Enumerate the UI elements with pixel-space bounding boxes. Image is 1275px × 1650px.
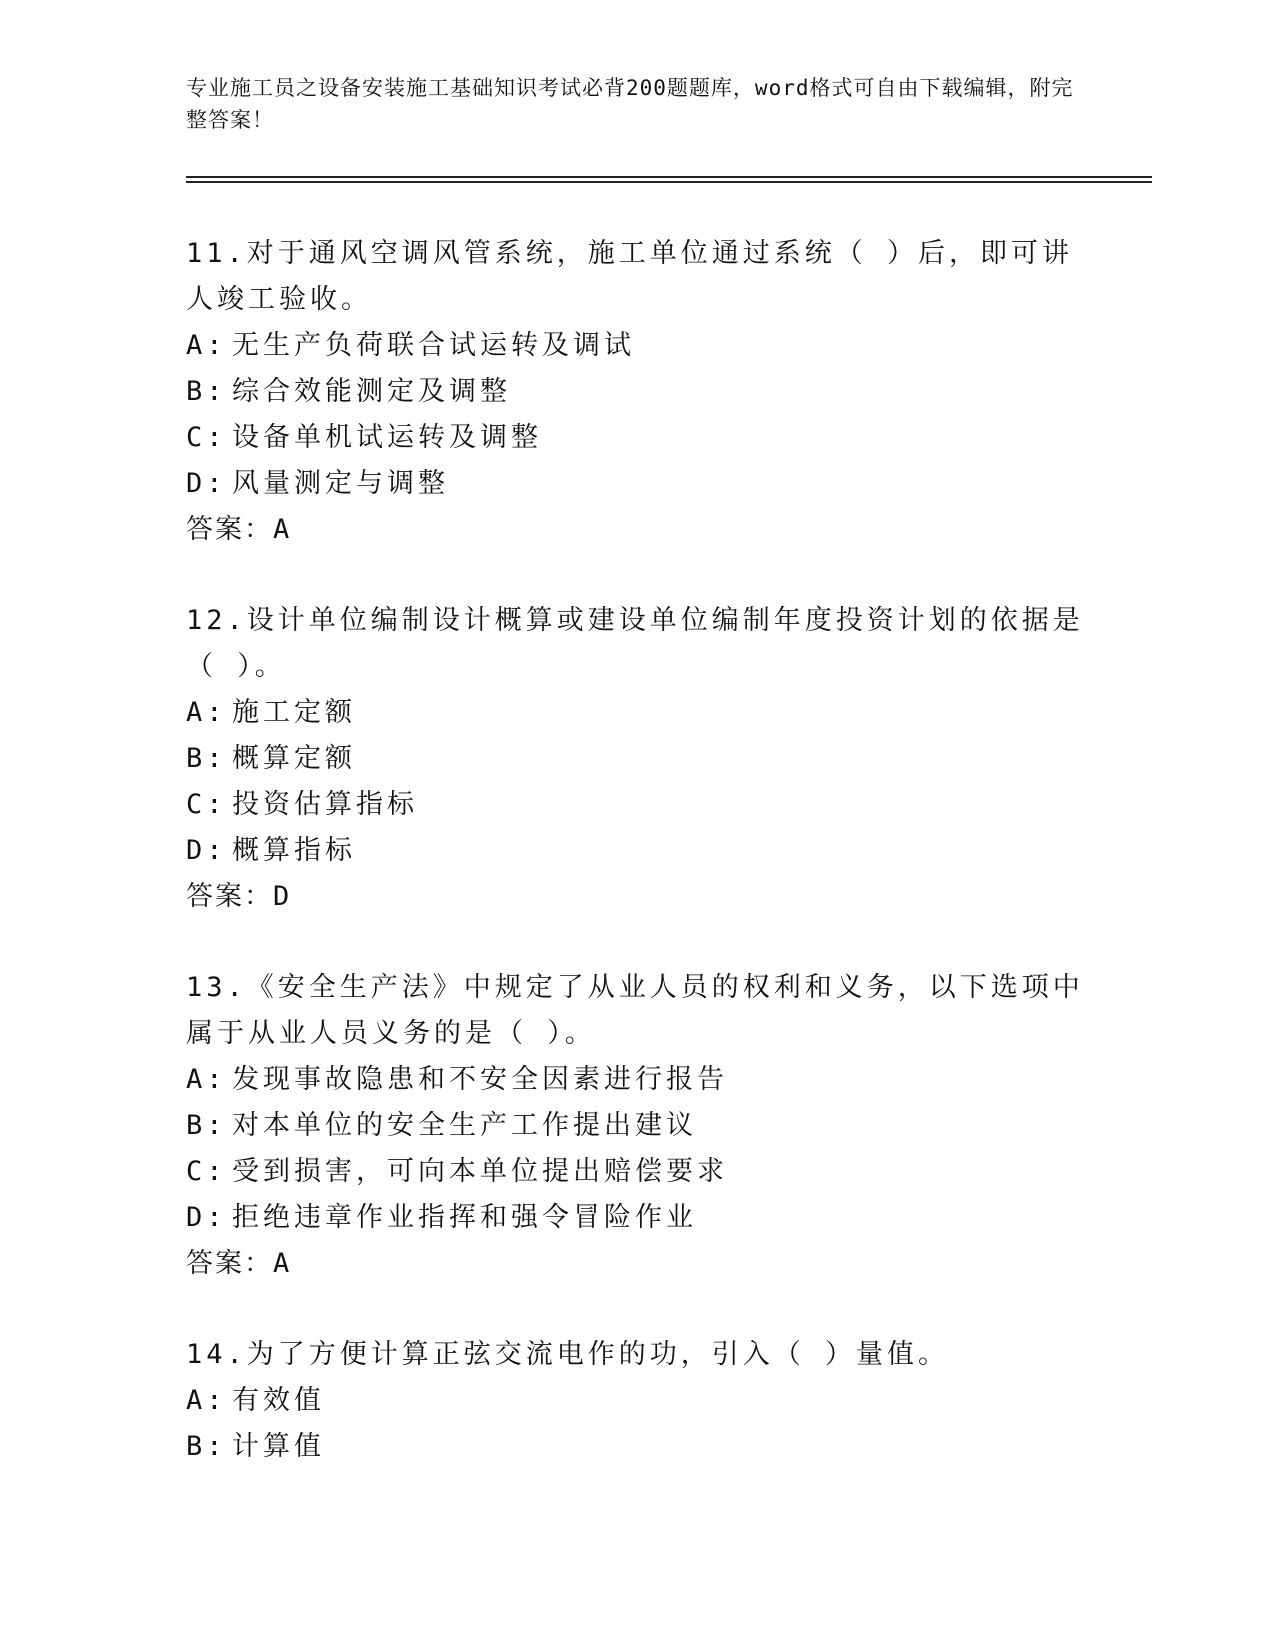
option-a: [186, 323, 1086, 369]
answer-value: A: [273, 1248, 294, 1279]
option-letter: B:: [186, 1431, 227, 1462]
option-text: 有效值: [232, 1385, 325, 1416]
answer-line: [186, 1241, 1086, 1287]
option-text: 受到损害，可向本单位提出赔偿要求: [232, 1156, 728, 1187]
option-letter: A:: [186, 330, 227, 361]
question-text: 13.《安全生产法》中规定了从业人员的权利和义务，以下选项中属于从业人员义务的是（ ）。: [186, 972, 1084, 1049]
question-list: [186, 231, 1086, 1515]
answer-line: [186, 874, 1086, 920]
option-d: [186, 828, 1086, 874]
question-11: [186, 231, 1086, 553]
option-text: 无生产负荷联合试运转及调试: [232, 330, 635, 361]
question-text: 14.为了方便计算正弦交流电作的功，引入（ ）量值。: [186, 1339, 950, 1370]
option-d: [186, 1195, 1086, 1241]
option-a: [186, 690, 1086, 736]
option-letter: B:: [186, 1110, 227, 1141]
option-text: 设备单机试运转及调整: [232, 422, 542, 453]
answer-line: [186, 507, 1086, 553]
option-letter: D:: [186, 835, 227, 866]
question-text: 12.设计单位编制设计概算或建设单位编制年度投资计划的依据是（ ）。: [186, 605, 1084, 682]
document-header: 专业施工员之设备安装施工基础知识考试必背200题题库，word格式可自由下载编辑，附完整答案！: [186, 76, 1074, 132]
option-text: 风量测定与调整: [232, 468, 449, 499]
option-a: [186, 1378, 1086, 1424]
option-letter: A:: [186, 1385, 227, 1416]
option-letter: B:: [186, 743, 227, 774]
answer-value: A: [273, 514, 294, 545]
option-letter: C:: [186, 422, 227, 453]
option-b: [186, 1424, 1086, 1470]
answer-label: 答案：: [186, 881, 273, 912]
header-divider-bottom: [186, 181, 1152, 183]
option-text: 对本单位的安全生产工作提出建议: [232, 1110, 697, 1141]
answer-label: 答案：: [186, 514, 273, 545]
question-13: [186, 965, 1086, 1287]
option-text: 综合效能测定及调整: [232, 376, 511, 407]
option-b: [186, 369, 1086, 415]
option-c: [186, 415, 1086, 461]
option-letter: C:: [186, 1156, 227, 1187]
option-text: 概算定额: [232, 743, 356, 774]
option-d: [186, 461, 1086, 507]
option-c: [186, 782, 1086, 828]
option-letter: A:: [186, 697, 227, 728]
option-text: 概算指标: [232, 835, 356, 866]
option-text: 施工定额: [232, 697, 356, 728]
question-14: [186, 1332, 1086, 1470]
option-c: [186, 1149, 1086, 1195]
option-letter: A:: [186, 1064, 227, 1095]
option-letter: B:: [186, 376, 227, 407]
header-divider-top: [186, 176, 1152, 178]
option-b: [186, 1103, 1086, 1149]
option-text: 拒绝违章作业指挥和强令冒险作业: [232, 1202, 697, 1233]
question-12: [186, 598, 1086, 920]
option-text: 计算值: [232, 1431, 325, 1462]
option-letter: D:: [186, 1202, 227, 1233]
option-letter: D:: [186, 468, 227, 499]
option-a: [186, 1057, 1086, 1103]
option-text: 投资估算指标: [232, 789, 418, 820]
option-letter: C:: [186, 789, 227, 820]
question-text: 11.对于通风空调风管系统，施工单位通过系统（ ）后，即可讲人竣工验收。: [186, 238, 1074, 315]
option-b: [186, 736, 1086, 782]
option-text: 发现事故隐患和不安全因素进行报告: [232, 1064, 728, 1095]
answer-label: 答案：: [186, 1248, 273, 1279]
answer-value: D: [273, 881, 294, 912]
